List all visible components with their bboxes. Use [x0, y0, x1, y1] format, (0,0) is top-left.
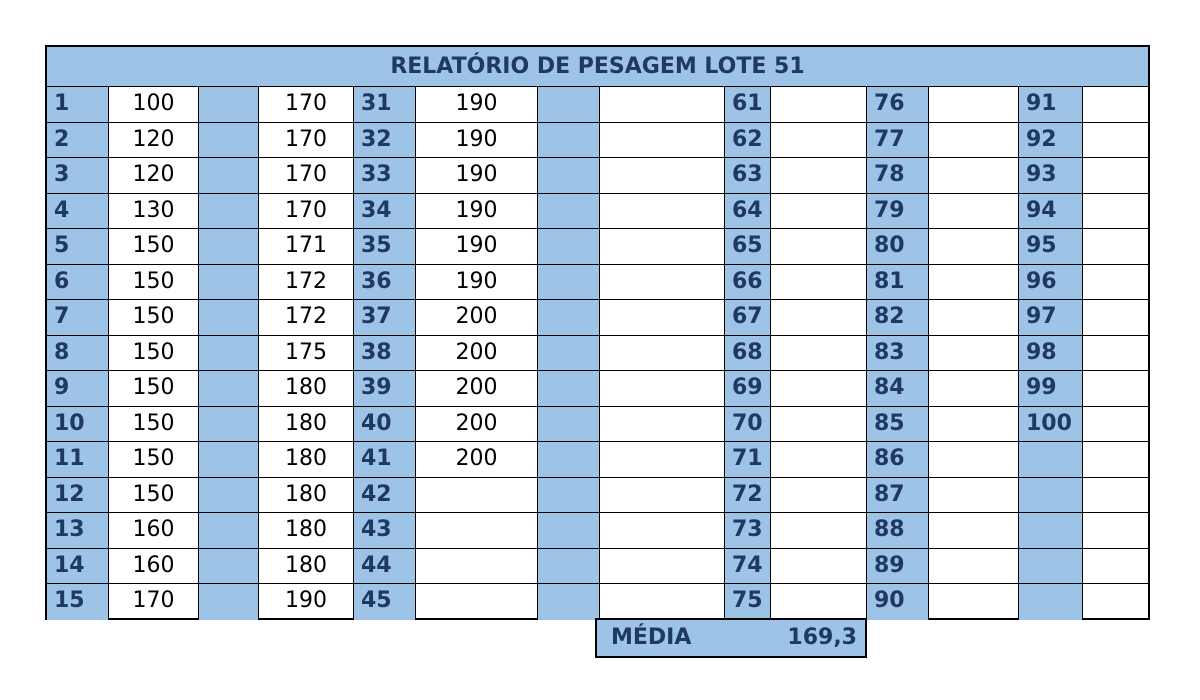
weight-cell	[929, 265, 1019, 301]
weight-cell	[600, 407, 725, 443]
weight-cell	[1083, 513, 1148, 549]
spacer-cell	[538, 442, 600, 478]
weight-cell: 200	[416, 336, 538, 372]
spacer-cell	[538, 549, 600, 585]
spacer-cell	[199, 549, 259, 585]
weight-cell	[416, 584, 538, 620]
weight-cell	[1083, 194, 1148, 230]
row-number-cell: 5	[47, 229, 109, 265]
row-number-cell: 67	[725, 300, 771, 336]
row-number-cell: 3	[47, 158, 109, 194]
weight-cell: 160	[109, 549, 199, 585]
weight-cell	[929, 300, 1019, 336]
row-number-cell: 75	[725, 584, 771, 620]
weight-cell	[1083, 549, 1148, 585]
spacer-cell	[199, 371, 259, 407]
row-number-cell: 4	[47, 194, 109, 230]
row-number-cell: 86	[867, 442, 929, 478]
weight-cell: 120	[109, 158, 199, 194]
weight-cell	[600, 158, 725, 194]
weight-cell	[929, 407, 1019, 443]
weight-cell	[771, 194, 867, 230]
weight-cell: 170	[259, 123, 354, 159]
weight-cell	[600, 300, 725, 336]
row-number-cell: 73	[725, 513, 771, 549]
weight-cell	[771, 123, 867, 159]
row-number-cell: 98	[1019, 336, 1083, 372]
row-number-cell: 40	[354, 407, 416, 443]
weight-cell	[600, 584, 725, 620]
weight-cell	[600, 513, 725, 549]
row-number-cell: 6	[47, 265, 109, 301]
weight-cell: 150	[109, 336, 199, 372]
row-number-cell: 63	[725, 158, 771, 194]
spacer-cell	[199, 584, 259, 620]
row-number-cell: 10	[47, 407, 109, 443]
weight-cell	[929, 584, 1019, 620]
row-number-cell: 38	[354, 336, 416, 372]
weight-cell	[416, 513, 538, 549]
weight-cell	[600, 336, 725, 372]
row-number-cell: 82	[867, 300, 929, 336]
spacer-cell	[199, 478, 259, 514]
row-number-cell: 91	[1019, 87, 1083, 123]
spacer-cell	[199, 513, 259, 549]
spacer-cell	[199, 158, 259, 194]
row-number-cell: 71	[725, 442, 771, 478]
average-summary	[595, 618, 867, 658]
row-number-cell	[1019, 584, 1083, 620]
average-value: 169,3	[787, 625, 857, 650]
weight-cell: 120	[109, 123, 199, 159]
spacer-cell	[538, 513, 600, 549]
weight-cell	[1083, 478, 1148, 514]
spacer-cell	[199, 442, 259, 478]
row-number-cell: 84	[867, 371, 929, 407]
weight-cell: 190	[416, 123, 538, 159]
row-number-cell: 36	[354, 265, 416, 301]
weight-cell	[600, 229, 725, 265]
row-number-cell: 87	[867, 478, 929, 514]
row-number-cell: 78	[867, 158, 929, 194]
row-number-cell: 62	[725, 123, 771, 159]
weight-cell: 150	[109, 478, 199, 514]
weight-cell: 150	[109, 300, 199, 336]
weight-cell	[600, 371, 725, 407]
row-number-cell	[1019, 513, 1083, 549]
weight-cell	[1083, 87, 1148, 123]
weight-cell: 170	[109, 584, 199, 620]
row-number-cell: 80	[867, 229, 929, 265]
weight-cell: 200	[416, 300, 538, 336]
weight-cell	[1083, 407, 1148, 443]
row-number-cell: 44	[354, 549, 416, 585]
weight-cell: 130	[109, 194, 199, 230]
weight-cell: 150	[109, 265, 199, 301]
weight-cell: 150	[109, 229, 199, 265]
row-number-cell: 31	[354, 87, 416, 123]
weight-cell: 170	[259, 158, 354, 194]
row-number-cell: 92	[1019, 123, 1083, 159]
spacer-cell	[199, 336, 259, 372]
row-number-cell: 35	[354, 229, 416, 265]
spacer-cell	[199, 300, 259, 336]
weight-cell	[771, 300, 867, 336]
weight-cell	[929, 229, 1019, 265]
weight-cell	[1083, 265, 1148, 301]
row-number-cell: 88	[867, 513, 929, 549]
weight-cell: 190	[416, 158, 538, 194]
weight-cell: 200	[416, 407, 538, 443]
spacer-cell	[199, 229, 259, 265]
weight-cell	[929, 442, 1019, 478]
spacer-cell	[538, 87, 600, 123]
row-number-cell: 32	[354, 123, 416, 159]
row-number-cell: 15	[47, 584, 109, 620]
row-number-cell: 83	[867, 336, 929, 372]
spacer-cell	[538, 478, 600, 514]
weight-cell	[416, 478, 538, 514]
weight-cell	[771, 407, 867, 443]
spacer-cell	[199, 87, 259, 123]
row-number-cell	[1019, 478, 1083, 514]
row-number-cell	[1019, 549, 1083, 585]
weight-cell	[600, 549, 725, 585]
row-number-cell: 74	[725, 549, 771, 585]
weight-cell: 100	[109, 87, 199, 123]
weight-cell	[771, 229, 867, 265]
weight-cell: 180	[259, 407, 354, 443]
row-number-cell: 41	[354, 442, 416, 478]
spacer-cell	[538, 371, 600, 407]
weight-cell	[929, 123, 1019, 159]
weight-cell	[771, 513, 867, 549]
spacer-cell	[538, 194, 600, 230]
row-number-cell: 66	[725, 265, 771, 301]
weight-cell	[600, 87, 725, 123]
row-number-cell: 43	[354, 513, 416, 549]
weight-cell	[771, 442, 867, 478]
weight-cell	[771, 158, 867, 194]
weight-cell: 171	[259, 229, 354, 265]
row-number-cell: 61	[725, 87, 771, 123]
row-number-cell: 39	[354, 371, 416, 407]
weight-cell	[1083, 158, 1148, 194]
weight-cell	[771, 265, 867, 301]
weight-cell	[929, 194, 1019, 230]
weight-cell	[929, 513, 1019, 549]
row-number-cell: 8	[47, 336, 109, 372]
weight-cell	[771, 336, 867, 372]
weight-cell: 172	[259, 300, 354, 336]
weight-cell	[1083, 336, 1148, 372]
weight-cell: 150	[109, 442, 199, 478]
weight-cell	[771, 87, 867, 123]
weight-cell: 180	[259, 371, 354, 407]
spacer-cell	[538, 229, 600, 265]
weight-cell	[600, 194, 725, 230]
row-number-cell: 13	[47, 513, 109, 549]
average-label: MÉDIA	[611, 625, 692, 650]
spacer-cell	[538, 584, 600, 620]
weight-cell	[1083, 229, 1148, 265]
weight-cell	[771, 371, 867, 407]
spacer-cell	[538, 158, 600, 194]
weight-cell: 200	[416, 442, 538, 478]
spacer-cell	[538, 300, 600, 336]
row-number-cell: 33	[354, 158, 416, 194]
weight-cell	[600, 123, 725, 159]
spacer-cell	[538, 407, 600, 443]
row-number-cell: 37	[354, 300, 416, 336]
row-number-cell: 85	[867, 407, 929, 443]
weighing-report-table	[45, 45, 1150, 620]
weight-cell: 190	[416, 229, 538, 265]
spacer-cell	[199, 265, 259, 301]
weight-cell	[600, 442, 725, 478]
row-number-cell: 42	[354, 478, 416, 514]
row-number-cell: 72	[725, 478, 771, 514]
weight-cell: 190	[416, 87, 538, 123]
weight-cell	[1083, 584, 1148, 620]
spacer-cell	[199, 123, 259, 159]
weight-cell: 170	[259, 87, 354, 123]
weight-cell	[771, 549, 867, 585]
weight-cell	[600, 265, 725, 301]
weight-cell	[1083, 123, 1148, 159]
weight-cell: 180	[259, 442, 354, 478]
spacer-cell	[538, 123, 600, 159]
row-number-cell: 69	[725, 371, 771, 407]
row-number-cell: 34	[354, 194, 416, 230]
spacer-cell	[538, 265, 600, 301]
weight-cell	[1083, 442, 1148, 478]
row-number-cell: 76	[867, 87, 929, 123]
weight-cell: 170	[259, 194, 354, 230]
row-number-cell: 65	[725, 229, 771, 265]
weight-cell	[771, 584, 867, 620]
row-number-cell: 97	[1019, 300, 1083, 336]
weight-cell: 190	[416, 194, 538, 230]
row-number-cell: 94	[1019, 194, 1083, 230]
row-number-cell: 79	[867, 194, 929, 230]
weight-cell: 172	[259, 265, 354, 301]
row-number-cell: 11	[47, 442, 109, 478]
row-number-cell: 70	[725, 407, 771, 443]
row-number-cell: 7	[47, 300, 109, 336]
weight-cell	[929, 87, 1019, 123]
row-number-cell: 93	[1019, 158, 1083, 194]
row-number-cell: 99	[1019, 371, 1083, 407]
row-number-cell: 90	[867, 584, 929, 620]
report-title: RELATÓRIO DE PESAGEM LOTE 51	[47, 47, 1148, 87]
row-number-cell: 100	[1019, 407, 1083, 443]
weight-cell: 180	[259, 513, 354, 549]
row-number-cell: 14	[47, 549, 109, 585]
row-number-cell: 89	[867, 549, 929, 585]
weight-cell: 200	[416, 371, 538, 407]
row-number-cell: 45	[354, 584, 416, 620]
weight-cell	[929, 158, 1019, 194]
row-number-cell: 81	[867, 265, 929, 301]
row-number-cell: 95	[1019, 229, 1083, 265]
spacer-cell	[199, 194, 259, 230]
row-number-cell	[1019, 442, 1083, 478]
row-number-cell: 77	[867, 123, 929, 159]
row-number-cell: 96	[1019, 265, 1083, 301]
weight-cell: 160	[109, 513, 199, 549]
weight-cell: 190	[416, 265, 538, 301]
weight-cell: 190	[259, 584, 354, 620]
spacer-cell	[538, 336, 600, 372]
weight-cell	[1083, 371, 1148, 407]
row-number-cell: 64	[725, 194, 771, 230]
row-number-cell: 1	[47, 87, 109, 123]
weight-cell: 150	[109, 371, 199, 407]
weight-cell: 175	[259, 336, 354, 372]
row-number-cell: 2	[47, 123, 109, 159]
weight-cell: 180	[259, 478, 354, 514]
weight-cell	[929, 371, 1019, 407]
weight-cell	[929, 549, 1019, 585]
weight-cell	[929, 336, 1019, 372]
spacer-cell	[199, 407, 259, 443]
weight-cell	[771, 478, 867, 514]
weight-cell: 150	[109, 407, 199, 443]
row-number-cell: 68	[725, 336, 771, 372]
row-number-cell: 9	[47, 371, 109, 407]
weight-cell	[416, 549, 538, 585]
row-number-cell: 12	[47, 478, 109, 514]
weight-cell	[1083, 300, 1148, 336]
weight-cell: 180	[259, 549, 354, 585]
weight-cell	[929, 478, 1019, 514]
weight-cell	[600, 478, 725, 514]
